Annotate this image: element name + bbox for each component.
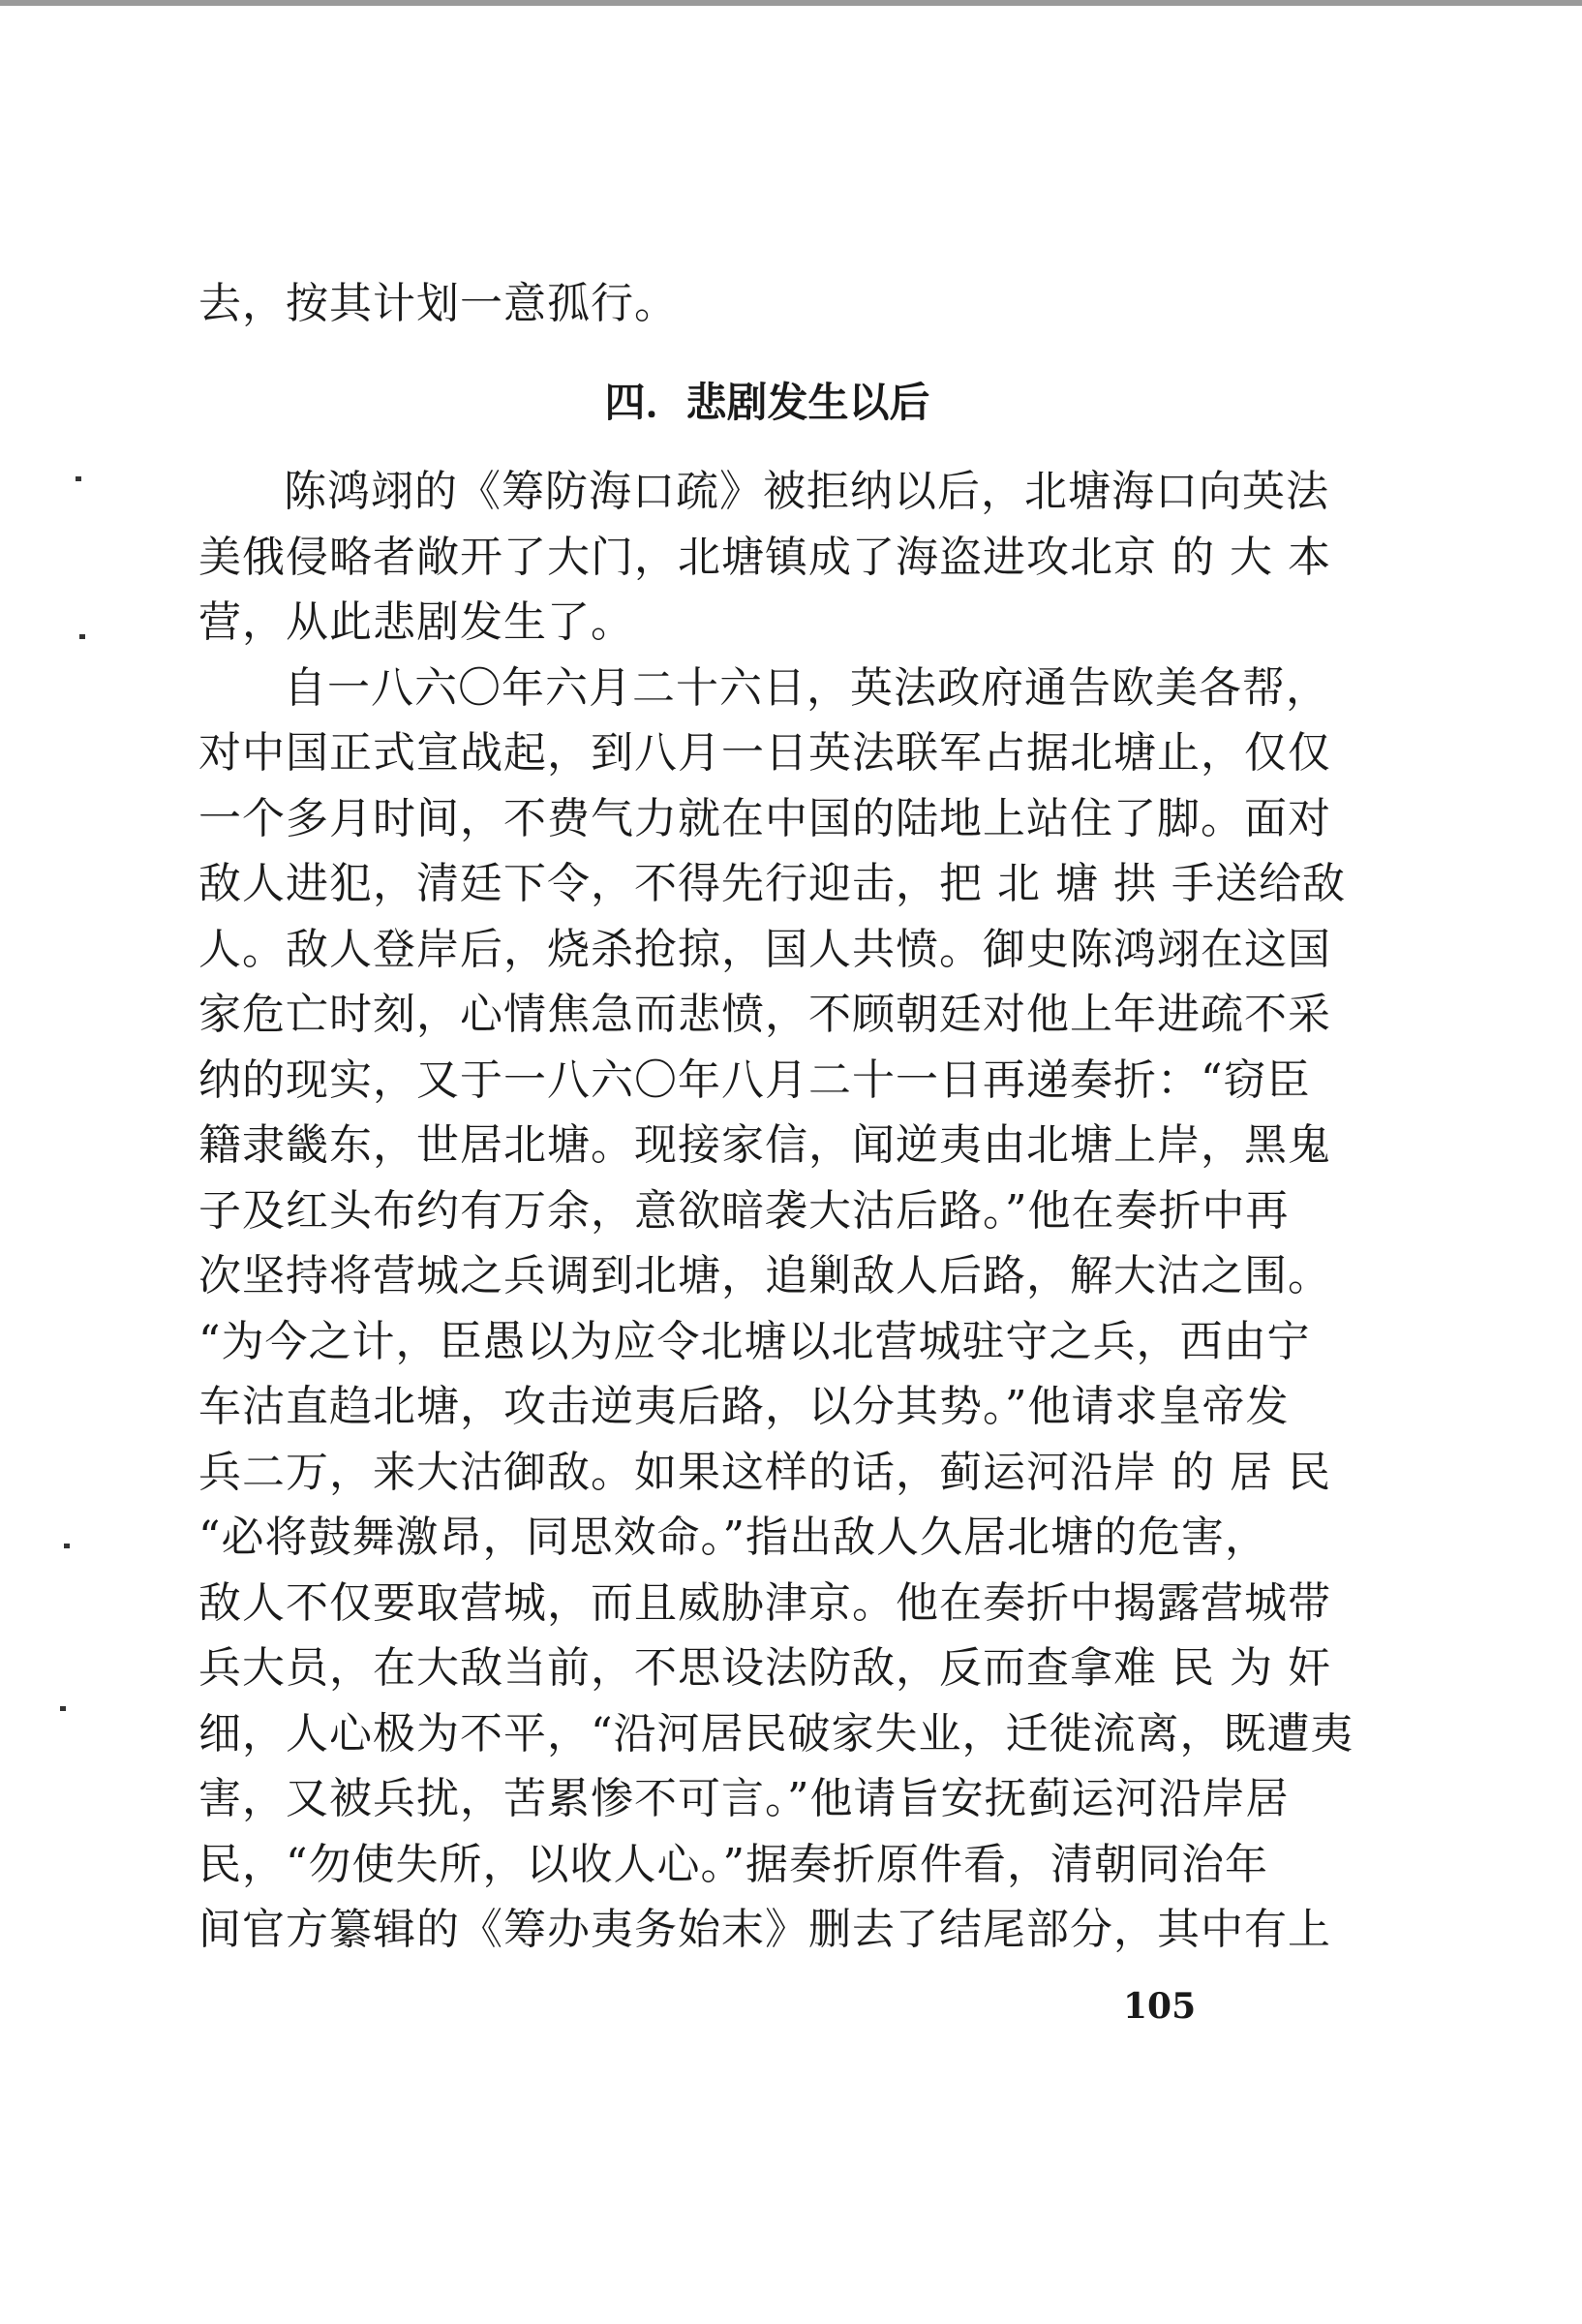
section-heading: 四．悲剧发生以后 [604, 379, 930, 426]
text-line: 兵二万，来大沽御敌。如果这样的话，蓟运河沿岸 的 居 民 [198, 1447, 1331, 1497]
text-line: 兵大员，在大敌当前，不思设法防敌，反而查拿难 民 为 奸 [198, 1643, 1331, 1693]
text-line: 民，“勿使失所，以收人心。”据奏折原件看，清朝同治年 [198, 1839, 1268, 1889]
text-line: 敌人进犯，清廷下令，不得先行迎击，把 北 塘 拱 手送给敌 [198, 859, 1346, 908]
page-top-edge [0, 0, 1582, 6]
scan-speck [60, 1706, 66, 1711]
text-line: 陈鸿翊的《筹防海口疏》被拒纳以后，北塘海口向英法 [284, 467, 1329, 516]
lead-line: 去，按其计划一意孤行。 [198, 279, 678, 328]
text-line: 害，又被兵扰，苦累惨不可言。”他请旨安抚蓟运河沿岸居 [198, 1774, 1290, 1823]
text-line: “为今之计，臣愚以为应令北塘以北营城驻守之兵，西由宁 [198, 1316, 1311, 1366]
scan-speck [79, 634, 85, 639]
text-line: 间官方纂辑的《筹办夷务始末》删去了结尾部分，其中有上 [198, 1905, 1331, 1954]
scan-speck [76, 476, 81, 481]
text-line: 营，从此悲剧发生了。 [198, 597, 634, 647]
text-line: 自一八六〇年六月二十六日，英法政府通告欧美各帮， [284, 662, 1329, 713]
text-line: 籍隶畿东，世居北塘。现接家信，闻逆夷由北塘上岸，黑鬼 [198, 1120, 1331, 1170]
text-line: 次坚持将营城之兵调到北塘，追剿敌人后路，解大沽之围。 [198, 1251, 1331, 1300]
text-line: 子及红头布约有万余，意欲暗袭大沽后路。”他在奏折中再 [198, 1185, 1290, 1236]
page-body [198, 277, 1354, 1969]
page-number: 105 [1123, 1986, 1197, 2027]
text-line: 对中国正式宣战起，到八月一日英法联军占据北塘止，仅仅 [198, 728, 1331, 778]
text-line: 敌人不仅要取营城，而且威胁津京。他在奏折中揭露营城带 [198, 1577, 1331, 1628]
text-line: 细，人心极为不平，“沿河居民破家失业，迁徙流离，既遭夷 [198, 1708, 1354, 1758]
paragraph-1 [198, 465, 1331, 650]
text-line: 车沽直趋北塘，攻击逆夷后路，以分其势。”他请求皇帝发 [198, 1382, 1290, 1431]
text-line: 美俄侵略者敞开了大门，北塘镇成了海盗进攻北京 的 大 本 [198, 532, 1331, 582]
paragraph-2 [198, 661, 1354, 1958]
scan-speck [64, 1544, 70, 1548]
text-line: 一个多月时间，不费气力就在中国的陆地上站住了脚。面对 [198, 793, 1331, 843]
text-line: 家危亡时刻，心情焦急而悲愤，不顾朝廷对他上年进疏不采 [198, 990, 1331, 1039]
text-line: “必将鼓舞激昂，同思效命。”指出敌人久居北塘的危害， [198, 1513, 1268, 1562]
text-line: 纳的现实，又于一八六〇年八月二十一日再递奏折：“窃臣 [198, 1055, 1311, 1105]
text-line: 人。敌人登岸后，烧杀抢掠，国人共愤。御史陈鸿翊在这国 [198, 924, 1331, 974]
